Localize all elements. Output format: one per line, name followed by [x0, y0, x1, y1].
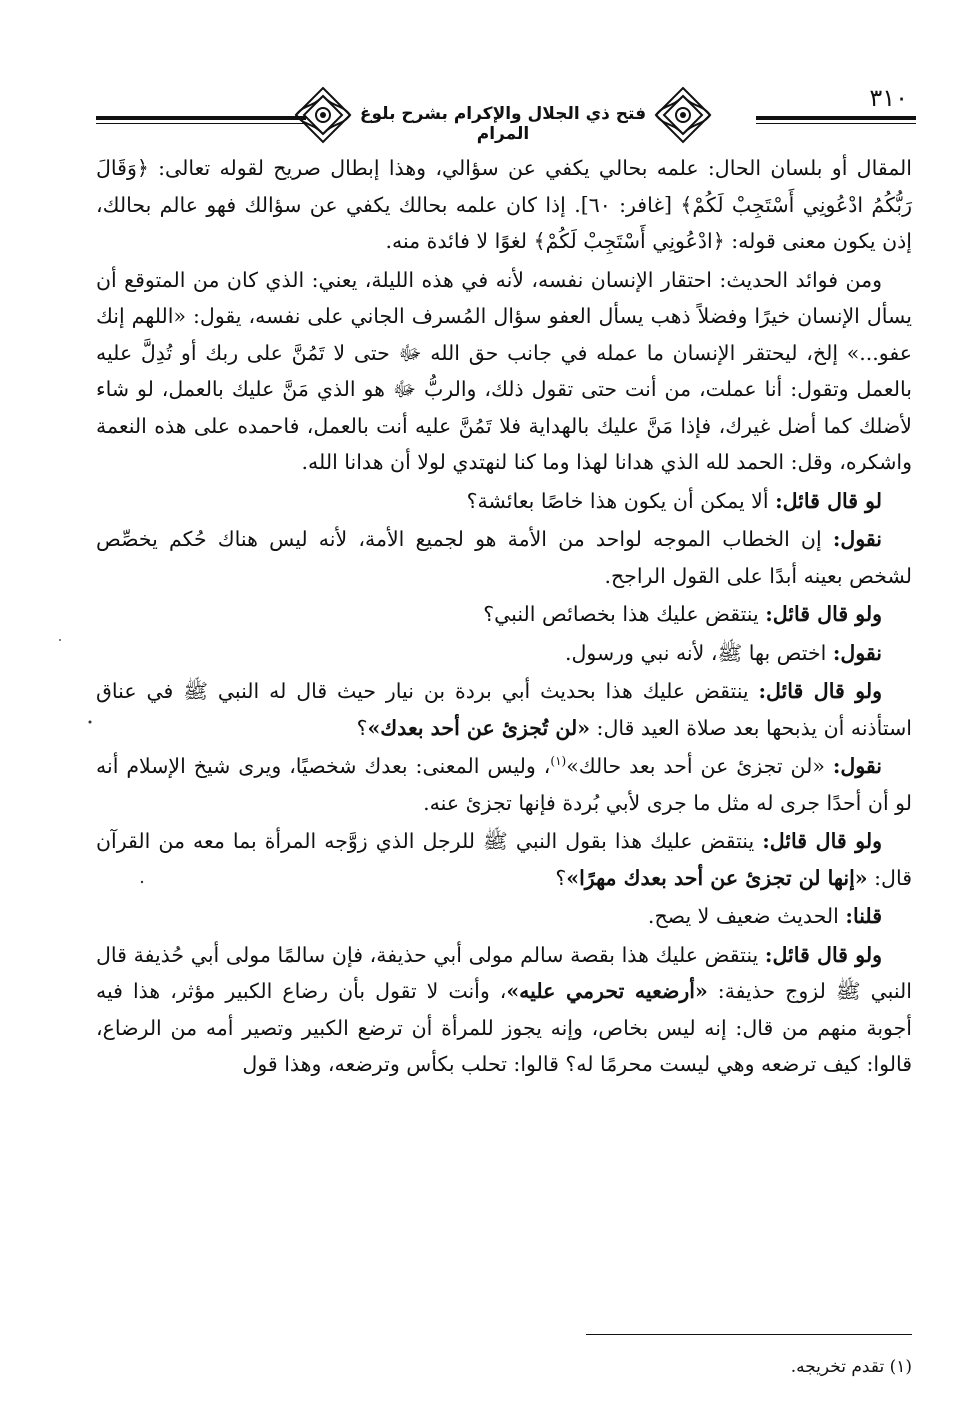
- paragraph: [96, 483, 912, 520]
- paragraph-text-after: ، وأنت لا تقول بأن رضاع الكبير مؤثر، هذا فيه أجوبة منهم من قال: إنه ليس بخاص، وإنه يجوز للمرأة أن ترضع الكبير وتصير أمه من الرضاع، قالوا: كيف ترضعه وهي ليست محرمًا له؟ قالوا: تحلب بكأس وترضعه، وهذا قول: [96, 979, 912, 1076]
- paragraph-text-after: ، وليس المعنى: بعدك شخصيًا، ويرى شيخ الإسلام أنه لو أن أحدًا جرى له مثل ما جرى لأبي بُردة فإنها تجزئ عنه.: [96, 754, 912, 815]
- paragraph-text: ينتقض عليك هذا بحديث أبي بردة بن نيار حيث قال له النبي ﷺ في عناق استأذنه أن يذبحها بعد صلاة العيد قال:: [96, 679, 912, 740]
- paragraph-lead: ولو قال قائل:: [762, 829, 882, 853]
- header-ornament-left-icon: [292, 84, 354, 146]
- hadith-quote: «لن تُجزئ عن أحد بعدك»: [367, 715, 591, 740]
- header-rule-right: [756, 116, 916, 120]
- paragraph-lead: ولو قال قائل:: [765, 602, 882, 626]
- paragraph-lead: ولو قال قائل:: [764, 942, 883, 967]
- paragraph-text: اختص بها ﷺ، لأنه نبي ورسول.: [564, 640, 827, 665]
- paragraph-text: ينتقض عليك هذا بقول النبي ﷺ للرجل الذي زوَّجه المرأة بما معه من القرآن قال:: [96, 829, 912, 890]
- header-rule-left: [96, 116, 306, 120]
- scan-speck: [89, 721, 92, 724]
- body-text: [96, 150, 912, 1083]
- paragraph: [96, 596, 912, 633]
- page-number: ٣١٠: [869, 84, 908, 112]
- paragraph: [96, 150, 912, 260]
- paragraph: [96, 262, 912, 481]
- paragraph-lead: نقول:: [832, 640, 882, 665]
- paragraph-lead: لو قال قائل:: [775, 488, 882, 513]
- paragraph-text-after: ؟: [356, 715, 368, 740]
- footnote: (١) تقدم تخريجه.: [790, 1357, 912, 1377]
- page-header: [96, 78, 916, 148]
- paragraph-lead: نقول:: [832, 527, 882, 551]
- paragraph: [96, 635, 912, 672]
- paragraph-lead: قلنا:: [845, 904, 882, 928]
- paragraph-lead: ولو قال قائل:: [758, 679, 882, 703]
- footnote-reference[interactable]: (١): [550, 754, 567, 769]
- paragraph-text: ومن فوائد الحديث: احتقار الإنسان نفسه، لأنه في هذه الليلة، يعني: الذي كان من المتوقع أن يسأل الإنسان خيرًا وفضلاً ذهب يسأل العفو سؤال المُسرف الجاني على نفسه، يقول: «اللهم إنك عفو...» إلخ، ليحتقر الإنسان ما عمله في جانب حق الله ﷻ حتى لا تَمُنَّ على ربك أو تُدِلَّ عليه بالعمل وتقول: أنا عملت، من أنت حتى تقول ذلك، والربُّ ﷻ هو الذي مَنَّ عليك بالعمل، لو شاء لأضلك كما أضل غيرك، فإذا مَنَّ عليك بالهداية فلا تَمُنَّ عليه أنت بالعمل، فاحمده على هذه النعمة واشكره، وقل: الحمد لله الذي هدانا لهذا وما كنا لنهتدي لولا أن هدانا الله.: [96, 267, 912, 474]
- paragraph-text-after: ؟: [555, 865, 567, 890]
- paragraph-text: المقال أو بلسان الحال: علمه بحالي يكفي عن سؤالي، وهذا إبطال صريح لقوله تعالى: ﴿وَقَالَ رَبُّكُمُ ادْعُونِي أَسْتَجِبْ لَكُمْ﴾ [غافر: ٦٠]. إذا كان علمه بحالك يكفي عن سؤالك فهو عالم بحالك، إذن يكون معنى قوله: ﴿ادْعُونِي أَسْتَجِبْ لَكُمْ﴾ لغوًا لا فائدة منه.: [96, 156, 912, 253]
- paragraph-text: ينتقض عليك هذا بخصائص النبي؟: [483, 602, 759, 626]
- paragraph: [96, 521, 912, 594]
- paragraph-text: الحديث ضعيف لا يصح.: [647, 904, 839, 928]
- header-rule-right-thin: [756, 123, 916, 124]
- hadith-quote: «أرضعيه تحرمي عليه»: [506, 979, 708, 1003]
- paragraph: [96, 898, 912, 935]
- paragraph-text: إن الخطاب الموجه لواحد من الأمة هو لجميع الأمة، لأنه ليس هناك حُكم يخصِّص لشخص بعينه أبدًا على القول الراجح.: [96, 527, 912, 588]
- header-rule-left-thin: [96, 123, 306, 124]
- paragraph: [96, 823, 912, 896]
- header-ornament-right-icon: [652, 84, 714, 146]
- paragraph: [96, 748, 912, 821]
- footnote-rule: [586, 1334, 912, 1335]
- paragraph: [96, 937, 912, 1083]
- paragraph-text: ينتقض عليك هذا بقصة سالم مولى أبي حذيفة، فإن سالمًا مولى أبي حُذيفة قال النبي ﷺ لزوج حذيفة:: [96, 942, 912, 1003]
- paragraph-lead: نقول:: [832, 754, 882, 778]
- hadith-quote: «إنها لن تجزئ عن أحد بعدك مهرًا»: [566, 865, 868, 890]
- paragraph-text: ألا يمكن أن يكون هذا خاصًا بعائشة؟: [466, 488, 769, 513]
- scan-speck: [59, 639, 61, 641]
- paragraph: [96, 673, 912, 746]
- running-title: فتح ذي الجلال والإكرام بشرح بلوغ المرام: [359, 104, 647, 144]
- paragraph-text: «لن تجزئ عن أحد بعد حالك»: [566, 754, 825, 778]
